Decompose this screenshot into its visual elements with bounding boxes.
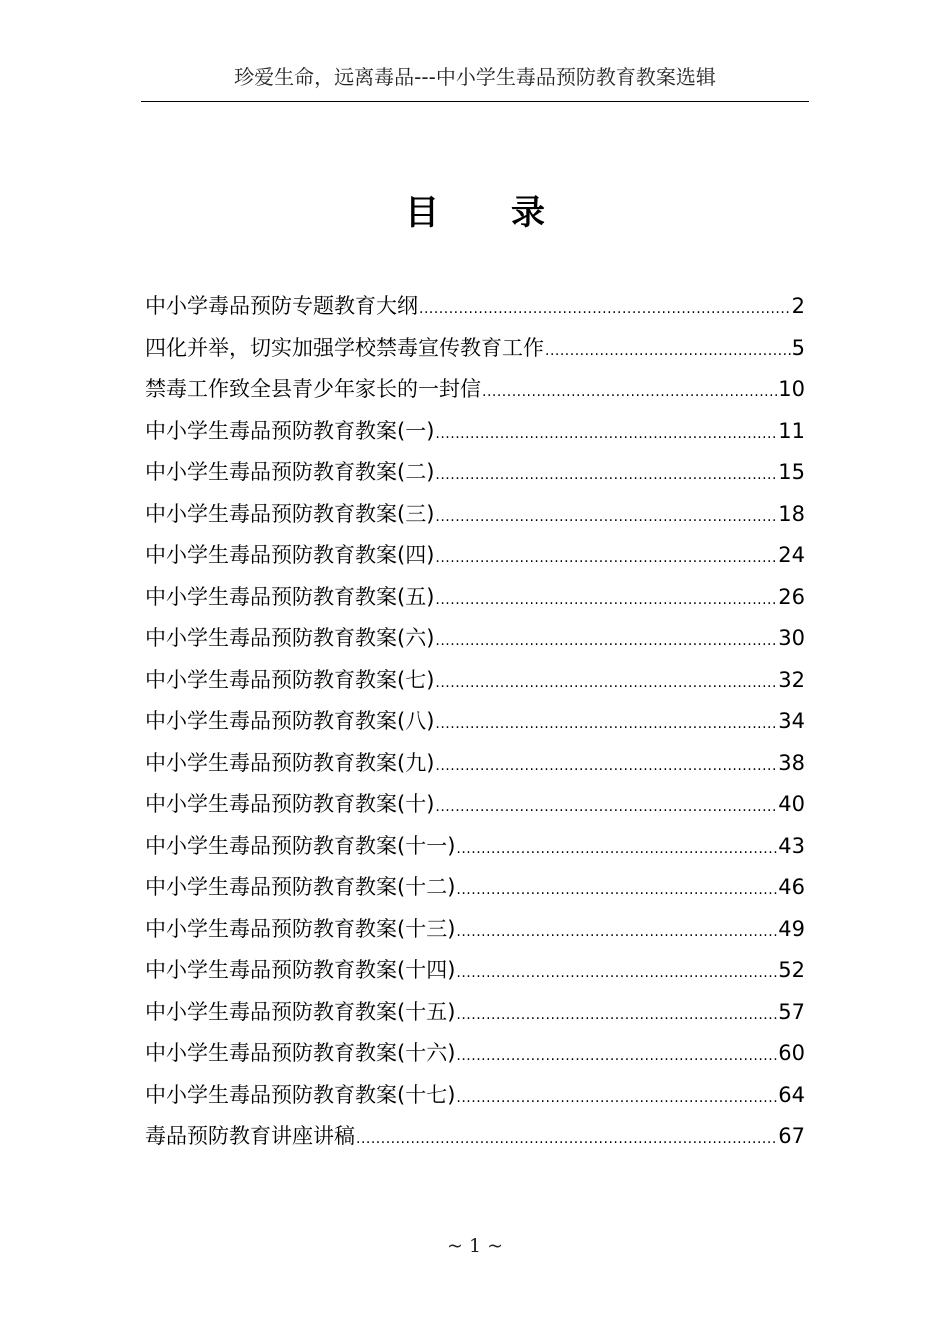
toc-entry-page: 26 xyxy=(778,584,805,609)
toc-entry-page: 18 xyxy=(778,501,805,526)
toc-entry[interactable] xyxy=(145,1116,805,1158)
toc-list xyxy=(145,286,805,1158)
toc-entry-page: 34 xyxy=(778,709,805,733)
toc-entry-text: 中小学生毒品预防教育教案(十二) xyxy=(145,875,456,899)
toc-dot-leader xyxy=(356,1119,777,1161)
toc-entry-page: 38 xyxy=(778,750,805,775)
toc-entry-text: 中小学生毒品预防教育教案(十七) xyxy=(145,1082,456,1107)
toc-title-char-2: 录 xyxy=(511,193,545,233)
toc-entry-page: 32 xyxy=(778,667,805,692)
toc-dot-leader xyxy=(435,414,777,456)
toc-entry[interactable] xyxy=(145,369,805,411)
toc-entry[interactable] xyxy=(145,452,805,494)
toc-entry-text: 中小学生毒品预防教育教案(四) xyxy=(145,543,435,567)
toc-dot-leader xyxy=(435,580,777,622)
toc-dot-leader xyxy=(435,497,777,539)
toc-entry[interactable] xyxy=(145,286,805,328)
toc-entry-text: 毒品预防教育讲座讲稿 xyxy=(145,1124,355,1148)
toc-entry[interactable] xyxy=(145,784,805,826)
toc-entry-text: 中小学生毒品预防教育教案(六) xyxy=(145,626,435,650)
toc-entry-text: 中小学生毒品预防教育教案(五) xyxy=(145,584,435,609)
toc-entry-text: 中小学生毒品预防教育教案(十一) xyxy=(145,833,456,858)
toc-entry-text: 中小学生毒品预防教育教案(十) xyxy=(145,792,435,816)
toc-entry[interactable] xyxy=(145,618,805,660)
toc-dot-leader xyxy=(435,746,777,788)
toc-entry[interactable] xyxy=(145,909,805,951)
toc-dot-leader xyxy=(456,995,777,1037)
toc-entry[interactable] xyxy=(145,535,805,577)
toc-entry-page: 67 xyxy=(778,1124,805,1148)
toc-entry[interactable] xyxy=(145,660,805,702)
toc-entry-text: 中小学生毒品预防教育教案(三) xyxy=(145,501,435,526)
toc-entry[interactable] xyxy=(145,1033,805,1075)
toc-entry-page: 15 xyxy=(778,460,805,484)
toc-dot-leader xyxy=(435,455,777,497)
toc-entry-page: 11 xyxy=(778,418,805,443)
toc-entry-page: 5 xyxy=(791,335,805,360)
toc-entry-page: 43 xyxy=(778,833,805,858)
toc-entry[interactable] xyxy=(145,328,805,370)
toc-dot-leader xyxy=(545,331,791,373)
toc-entry-page: 60 xyxy=(778,1041,805,1065)
toc-dot-leader xyxy=(419,289,791,331)
toc-entry-text: 中小学生毒品预防教育教案(一) xyxy=(145,418,435,443)
toc-entry-page: 30 xyxy=(778,626,805,650)
toc-entry[interactable] xyxy=(145,411,805,453)
toc-entry[interactable] xyxy=(145,867,805,909)
toc-dot-leader xyxy=(435,704,777,746)
toc-title-char-1: 目 xyxy=(405,193,439,233)
toc-dot-leader xyxy=(456,1078,777,1120)
toc-entry-text: 中小学生毒品预防教育教案(十四) xyxy=(145,958,456,982)
toc-entry-text: 中小学生毒品预防教育教案(七) xyxy=(145,667,435,692)
toc-entry-page: 2 xyxy=(791,294,805,318)
toc-dot-leader xyxy=(456,912,777,954)
toc-entry-page: 46 xyxy=(778,875,805,899)
toc-entry-page: 49 xyxy=(778,916,805,941)
toc-entry-page: 52 xyxy=(778,958,805,982)
toc-dot-leader xyxy=(456,953,777,995)
toc-entry-text: 中小学生毒品预防教育教案(十三) xyxy=(145,916,456,941)
toc-entry[interactable] xyxy=(145,494,805,536)
toc-entry-page: 10 xyxy=(778,377,805,401)
toc-dot-leader xyxy=(435,538,777,580)
toc-entry[interactable] xyxy=(145,950,805,992)
toc-entry-page: 64 xyxy=(778,1082,805,1107)
toc-entry-text: 中小学生毒品预防教育教案(九) xyxy=(145,750,435,775)
running-header: 珍爱生命，远离毒品---中小学生毒品预防教育教案选辑 xyxy=(234,65,716,89)
toc-entry-text: 中小学毒品预防专题教育大纲 xyxy=(145,294,418,318)
toc-entry[interactable] xyxy=(145,992,805,1034)
toc-entry-page: 24 xyxy=(778,543,805,567)
toc-dot-leader xyxy=(435,621,777,663)
toc-dot-leader xyxy=(456,870,777,912)
toc-entry-text: 中小学生毒品预防教育教案(十六) xyxy=(145,1041,456,1065)
toc-dot-leader xyxy=(482,372,777,414)
toc-dot-leader xyxy=(435,787,777,829)
toc-entry-text: 四化并举，切实加强学校禁毒宣传教育工作 xyxy=(145,335,544,360)
toc-dot-leader xyxy=(435,663,777,705)
toc-entry[interactable] xyxy=(145,826,805,868)
toc-dot-leader xyxy=(456,1036,777,1078)
toc-title xyxy=(0,188,950,238)
toc-entry-page: 57 xyxy=(778,999,805,1024)
toc-entry-text: 中小学生毒品预防教育教案(二) xyxy=(145,460,435,484)
toc-entry-text: 中小学生毒品预防教育教案(十五) xyxy=(145,999,456,1024)
toc-entry[interactable] xyxy=(145,1075,805,1117)
toc-entry-text: 中小学生毒品预防教育教案(八) xyxy=(145,709,435,733)
header-rule xyxy=(141,101,809,102)
toc-entry[interactable] xyxy=(145,701,805,743)
toc-entry[interactable] xyxy=(145,743,805,785)
toc-entry-text: 禁毒工作致全县青少年家长的一封信 xyxy=(145,377,481,401)
toc-entry[interactable] xyxy=(145,577,805,619)
toc-dot-leader xyxy=(456,829,777,871)
page-number: ~ 1 ~ xyxy=(446,1235,503,1257)
toc-entry-page: 40 xyxy=(778,792,805,816)
